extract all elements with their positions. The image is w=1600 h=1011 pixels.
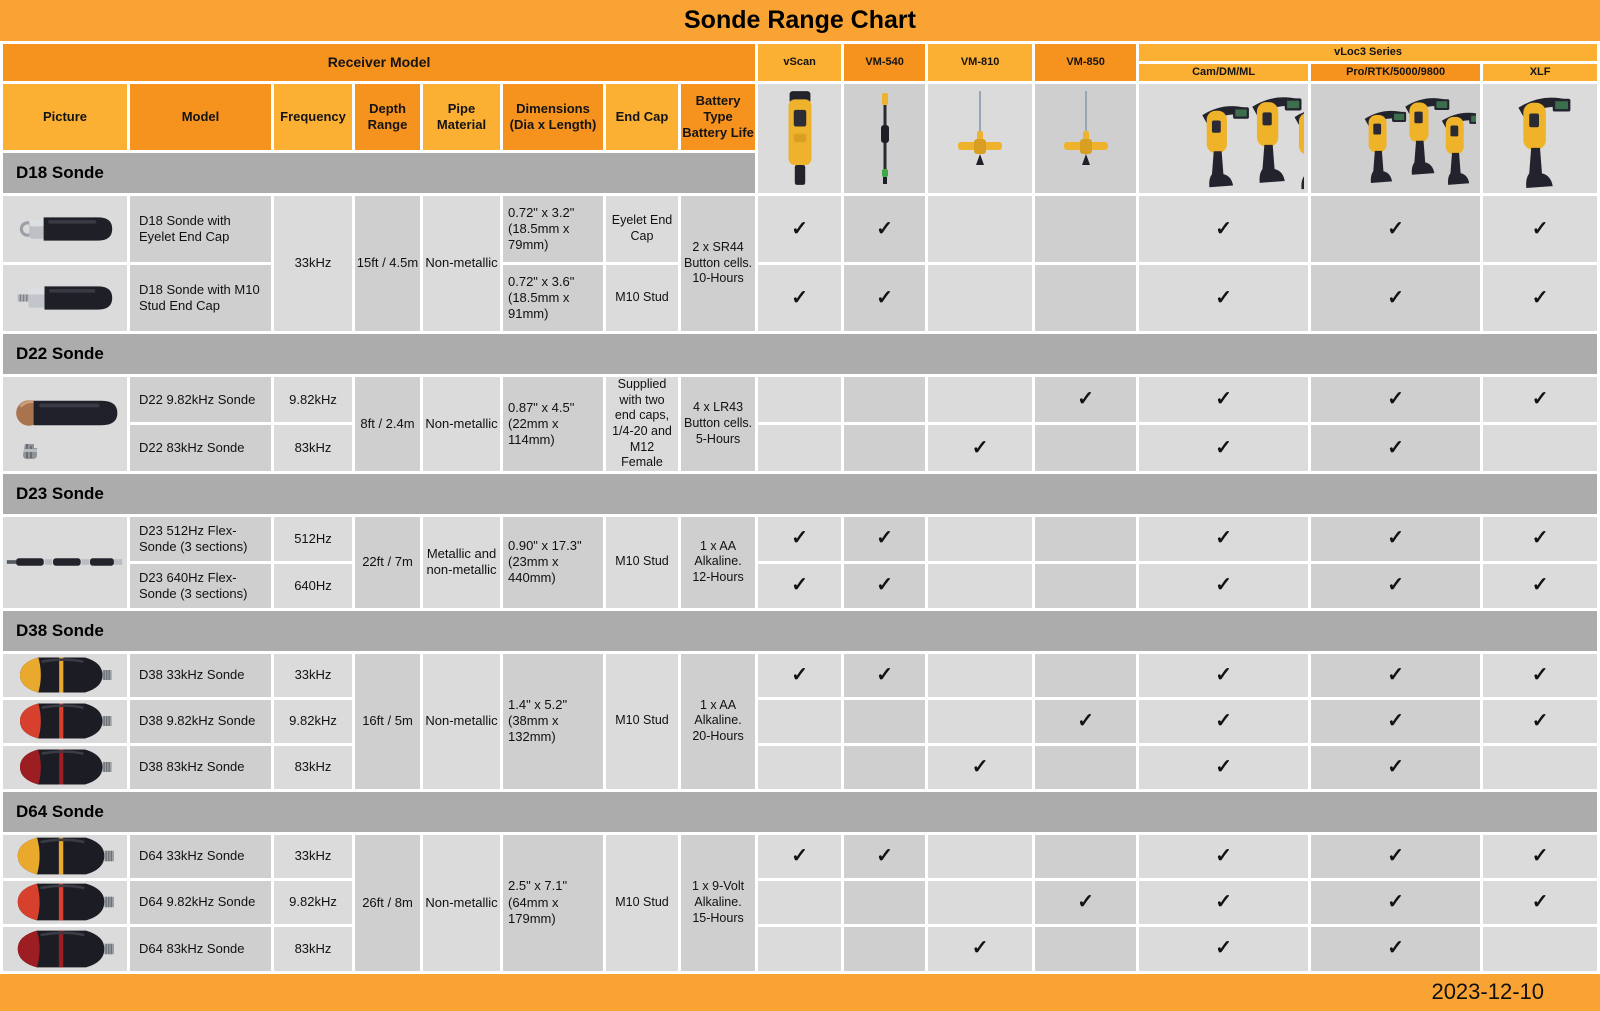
check-vm540 (844, 425, 925, 470)
check-vm540 (844, 881, 925, 924)
frequency-cell: 83kHz (274, 927, 352, 971)
depth-range-cell: 22ft / 7m (355, 517, 420, 608)
d38-33khz-sonde-image (13, 655, 117, 695)
pipe-material-cell: Non-metallic (423, 654, 500, 789)
check-cam: ✓ (1139, 425, 1308, 470)
check-vm540 (844, 746, 925, 789)
check-vm850 (1035, 425, 1136, 470)
receiver-image-pro-rtk (1311, 84, 1480, 193)
check-pro: ✓ (1311, 517, 1480, 561)
model-cell: D22 9.82kHz Sonde (130, 377, 271, 422)
vloc3-sub-cam: Cam/DM/ML (1139, 64, 1308, 81)
receiver-model-header: Receiver Model (3, 44, 755, 81)
d18-eyelet-sonde-image (16, 215, 114, 243)
check-vscan: ✓ (758, 564, 841, 608)
battery-cell: 1 x AA Alkaline. 12-Hours (681, 517, 755, 608)
d22-clamp-image (20, 441, 40, 461)
frequency-cell: 512Hz (274, 517, 352, 561)
check-cam: ✓ (1139, 564, 1308, 608)
receiver-image-cam-dm-ml (1139, 84, 1308, 193)
check-vscan: ✓ (758, 517, 841, 561)
check-pro: ✓ (1311, 881, 1480, 924)
check-cam: ✓ (1139, 700, 1308, 743)
check-vm810 (928, 196, 1032, 262)
check-vm810 (928, 377, 1032, 422)
model-cell: D38 9.82kHz Sonde (130, 700, 271, 743)
check-pro: ✓ (1311, 835, 1480, 878)
receiver-image-vm850 (1035, 84, 1136, 193)
check-vm850 (1035, 654, 1136, 697)
frequency-cell: 33kHz (274, 835, 352, 878)
d22-sonde-image (12, 397, 122, 429)
pipe-material-cell: Non-metallic (423, 377, 500, 471)
section-label-d38: D38 Sonde (3, 611, 1597, 651)
check-vm810 (928, 517, 1032, 561)
depth-range-cell: 15ft / 4.5m (355, 196, 420, 331)
d18-stud-sonde-image (16, 284, 114, 312)
check-vscan: ✓ (758, 196, 841, 262)
end-cap-cell: M10 Stud (606, 654, 678, 789)
check-vscan (758, 927, 841, 971)
battery-cell: 1 x AA Alkaline. 20-Hours (681, 654, 755, 789)
table-row (3, 700, 1597, 743)
col-header-pipe: Pipe Material (423, 84, 500, 150)
col-header-battery: Battery Type Battery Life (681, 84, 755, 150)
frequency-cell: 33kHz (274, 196, 352, 331)
check-pro: ✓ (1311, 425, 1480, 470)
check-pro: ✓ (1311, 377, 1480, 422)
check-vscan (758, 377, 841, 422)
model-cell: D64 33kHz Sonde (130, 835, 271, 878)
check-vm810 (928, 881, 1032, 924)
frequency-cell: 33kHz (274, 654, 352, 697)
table-row (3, 746, 1597, 789)
depth-range-cell: 8ft / 2.4m (355, 377, 420, 471)
end-cap-cell: Supplied with two end caps, 1/4-20 and M12 Female (606, 377, 678, 471)
receiver-header-vm540: VM-540 (844, 44, 925, 81)
check-vm810: ✓ (928, 425, 1032, 470)
check-xlf: ✓ (1483, 881, 1597, 924)
model-cell: D23 640Hz Flex-Sonde (3 sections) (130, 564, 271, 608)
battery-cell: 4 x LR43 Button cells. 5-Hours (681, 377, 755, 471)
check-vscan (758, 700, 841, 743)
model-cell: D18 Sonde with Eyelet End Cap (130, 196, 271, 262)
section-label-d23: D23 Sonde (3, 474, 1597, 514)
check-vm540: ✓ (844, 517, 925, 561)
check-cam: ✓ (1139, 265, 1308, 331)
check-vscan (758, 425, 841, 470)
dimensions-cell: 2.5" x 7.1" (64mm x 179mm) (503, 835, 603, 971)
frequency-cell: 83kHz (274, 425, 352, 470)
col-header-model: Model (130, 84, 271, 150)
picture-d64-83khz (3, 927, 127, 971)
col-header-frequency: Frequency (274, 84, 352, 150)
check-cam: ✓ (1139, 746, 1308, 789)
check-cam: ✓ (1139, 377, 1308, 422)
receiver-image-xlf (1483, 84, 1597, 193)
col-header-dimensions: Dimensions (Dia x Length) (503, 84, 603, 150)
revision-date: 2023-12-10 (1431, 979, 1544, 1005)
xlf-device-image (1508, 88, 1572, 190)
section-row-d22 (3, 334, 1597, 374)
check-vm850 (1035, 517, 1136, 561)
model-cell: D38 33kHz Sonde (130, 654, 271, 697)
table-row (3, 927, 1597, 971)
table-row (3, 196, 1597, 262)
receiver-header-vscan: vScan (758, 44, 841, 81)
page-title: Sonde Range Chart (0, 0, 1600, 41)
check-vm810 (928, 564, 1032, 608)
table-row (3, 265, 1597, 331)
picture-d23 (3, 517, 127, 608)
dimensions-cell: 0.72" x 3.2" (18.5mm x 79mm) (503, 196, 603, 262)
vm540-device-image (877, 89, 893, 189)
check-pro: ✓ (1311, 265, 1480, 331)
table-row (3, 835, 1597, 878)
check-vm540 (844, 700, 925, 743)
d38-982khz-sonde-image (13, 701, 117, 741)
model-cell: D18 Sonde with M10 Stud End Cap (130, 265, 271, 331)
check-xlf: ✓ (1483, 700, 1597, 743)
cam-dm-ml-devices-image (1144, 87, 1304, 191)
check-xlf: ✓ (1483, 265, 1597, 331)
d38-83khz-sonde-image (13, 747, 117, 787)
check-vm850: ✓ (1035, 700, 1136, 743)
check-cam: ✓ (1139, 517, 1308, 561)
check-vm810 (928, 654, 1032, 697)
check-vm810 (928, 700, 1032, 743)
end-cap-cell: M10 Stud (606, 517, 678, 608)
d64-33khz-sonde-image (8, 835, 122, 877)
check-vm540 (844, 927, 925, 971)
col-header-endcap: End Cap (606, 84, 678, 150)
check-pro: ✓ (1311, 700, 1480, 743)
check-pro: ✓ (1311, 746, 1480, 789)
check-vm540: ✓ (844, 835, 925, 878)
check-vm850 (1035, 835, 1136, 878)
check-cam: ✓ (1139, 881, 1308, 924)
check-vm540: ✓ (844, 265, 925, 331)
check-vm810: ✓ (928, 746, 1032, 789)
receiver-image-vm540 (844, 84, 925, 193)
pipe-material-cell: Non-metallic (423, 196, 500, 331)
picture-d22 (3, 377, 127, 471)
table-row (3, 881, 1597, 924)
picture-d18-stud (3, 265, 127, 331)
model-cell: D64 9.82kHz Sonde (130, 881, 271, 924)
vloc3-sub-pro: Pro/RTK/5000/9800 (1311, 64, 1480, 81)
table-row (3, 517, 1597, 561)
check-vm850 (1035, 265, 1136, 331)
d23-flex-sonde-image (5, 554, 125, 570)
check-vscan: ✓ (758, 265, 841, 331)
depth-range-cell: 26ft / 8m (355, 835, 420, 971)
check-xlf (1483, 927, 1597, 971)
check-vscan: ✓ (758, 835, 841, 878)
check-xlf (1483, 746, 1597, 789)
check-pro: ✓ (1311, 196, 1480, 262)
check-cam: ✓ (1139, 835, 1308, 878)
check-vm850: ✓ (1035, 377, 1136, 422)
picture-d18-eyelet (3, 196, 127, 262)
section-row-d23 (3, 474, 1597, 514)
check-cam: ✓ (1139, 196, 1308, 262)
check-vm850 (1035, 196, 1136, 262)
check-vm850 (1035, 927, 1136, 971)
table-row (3, 425, 1597, 470)
table-row (3, 654, 1597, 697)
check-xlf: ✓ (1483, 835, 1597, 878)
check-vm540 (844, 377, 925, 422)
picture-d38-33khz (3, 654, 127, 697)
model-cell: D64 83kHz Sonde (130, 927, 271, 971)
picture-d64-33khz (3, 835, 127, 878)
check-vscan (758, 746, 841, 789)
table-row (3, 564, 1597, 608)
check-vscan (758, 881, 841, 924)
receiver-image-vscan (758, 84, 841, 193)
section-row-d64 (3, 792, 1597, 832)
dimensions-cell: 0.87" x 4.5" (22mm x 114mm) (503, 377, 603, 471)
check-xlf: ✓ (1483, 564, 1597, 608)
d64-83khz-sonde-image (8, 928, 122, 970)
check-vm810: ✓ (928, 927, 1032, 971)
vscan-device-image (782, 89, 818, 189)
model-cell: D38 83kHz Sonde (130, 746, 271, 789)
model-cell: D22 83kHz Sonde (130, 425, 271, 470)
frequency-cell: 9.82kHz (274, 881, 352, 924)
check-vm810 (928, 265, 1032, 331)
frequency-cell: 9.82kHz (274, 377, 352, 422)
table-row (3, 377, 1597, 422)
d64-982khz-sonde-image (8, 881, 122, 923)
receiver-header-vm810: VM-810 (928, 44, 1032, 81)
vloc3-series-header: vLoc3 Series (1139, 44, 1597, 61)
frequency-cell: 640Hz (274, 564, 352, 608)
check-xlf: ✓ (1483, 377, 1597, 422)
model-cell: D23 512Hz Flex-Sonde (3 sections) (130, 517, 271, 561)
battery-cell: 2 x SR44 Button cells. 10-Hours (681, 196, 755, 331)
check-vm850 (1035, 746, 1136, 789)
section-label-d64: D64 Sonde (3, 792, 1597, 832)
col-header-depth: Depth Range (355, 84, 420, 150)
end-cap-cell: M10 Stud (606, 265, 678, 331)
check-vm850: ✓ (1035, 881, 1136, 924)
frequency-cell: 9.82kHz (274, 700, 352, 743)
check-xlf: ✓ (1483, 654, 1597, 697)
pipe-material-cell: Non-metallic (423, 835, 500, 971)
end-cap-cell: Eyelet End Cap (606, 196, 678, 262)
check-xlf: ✓ (1483, 196, 1597, 262)
check-xlf: ✓ (1483, 517, 1597, 561)
check-vm810 (928, 835, 1032, 878)
vm810-device-image (950, 90, 1010, 188)
check-vm540: ✓ (844, 654, 925, 697)
sonde-range-table (0, 41, 1600, 974)
col-header-picture: Picture (3, 84, 127, 150)
pipe-material-cell: Metallic and non-metallic (423, 517, 500, 608)
vm850-device-image (1056, 90, 1116, 188)
depth-range-cell: 16ft / 5m (355, 654, 420, 789)
vloc3-sub-xlf: XLF (1483, 64, 1597, 81)
picture-d38-83khz (3, 746, 127, 789)
dimensions-cell: 0.72" x 3.6" (18.5mm x 91mm) (503, 265, 603, 331)
header-band-row (3, 44, 1597, 61)
frequency-cell: 83kHz (274, 746, 352, 789)
battery-cell: 1 x 9-Volt Alkaline. 15-Hours (681, 835, 755, 971)
section-row-d38 (3, 611, 1597, 651)
column-header-row (3, 84, 1597, 150)
receiver-image-vm810 (928, 84, 1032, 193)
footer-bar (0, 974, 1600, 1011)
check-pro: ✓ (1311, 654, 1480, 697)
check-vm540: ✓ (844, 196, 925, 262)
check-pro: ✓ (1311, 564, 1480, 608)
check-cam: ✓ (1139, 927, 1308, 971)
picture-d64-982khz (3, 881, 127, 924)
receiver-header-vm850: VM-850 (1035, 44, 1136, 81)
end-cap-cell: M10 Stud (606, 835, 678, 971)
picture-d38-982khz (3, 700, 127, 743)
dimensions-cell: 1.4" x 5.2" (38mm x 132mm) (503, 654, 603, 789)
pro-rtk-devices-image (1316, 87, 1476, 191)
section-label-d18: D18 Sonde (3, 153, 755, 193)
check-vm850 (1035, 564, 1136, 608)
dimensions-cell: 0.90" x 17.3" (23mm x 440mm) (503, 517, 603, 608)
check-vm540: ✓ (844, 564, 925, 608)
check-xlf (1483, 425, 1597, 470)
check-pro: ✓ (1311, 927, 1480, 971)
check-cam: ✓ (1139, 654, 1308, 697)
check-vscan: ✓ (758, 654, 841, 697)
section-label-d22: D22 Sonde (3, 334, 1597, 374)
